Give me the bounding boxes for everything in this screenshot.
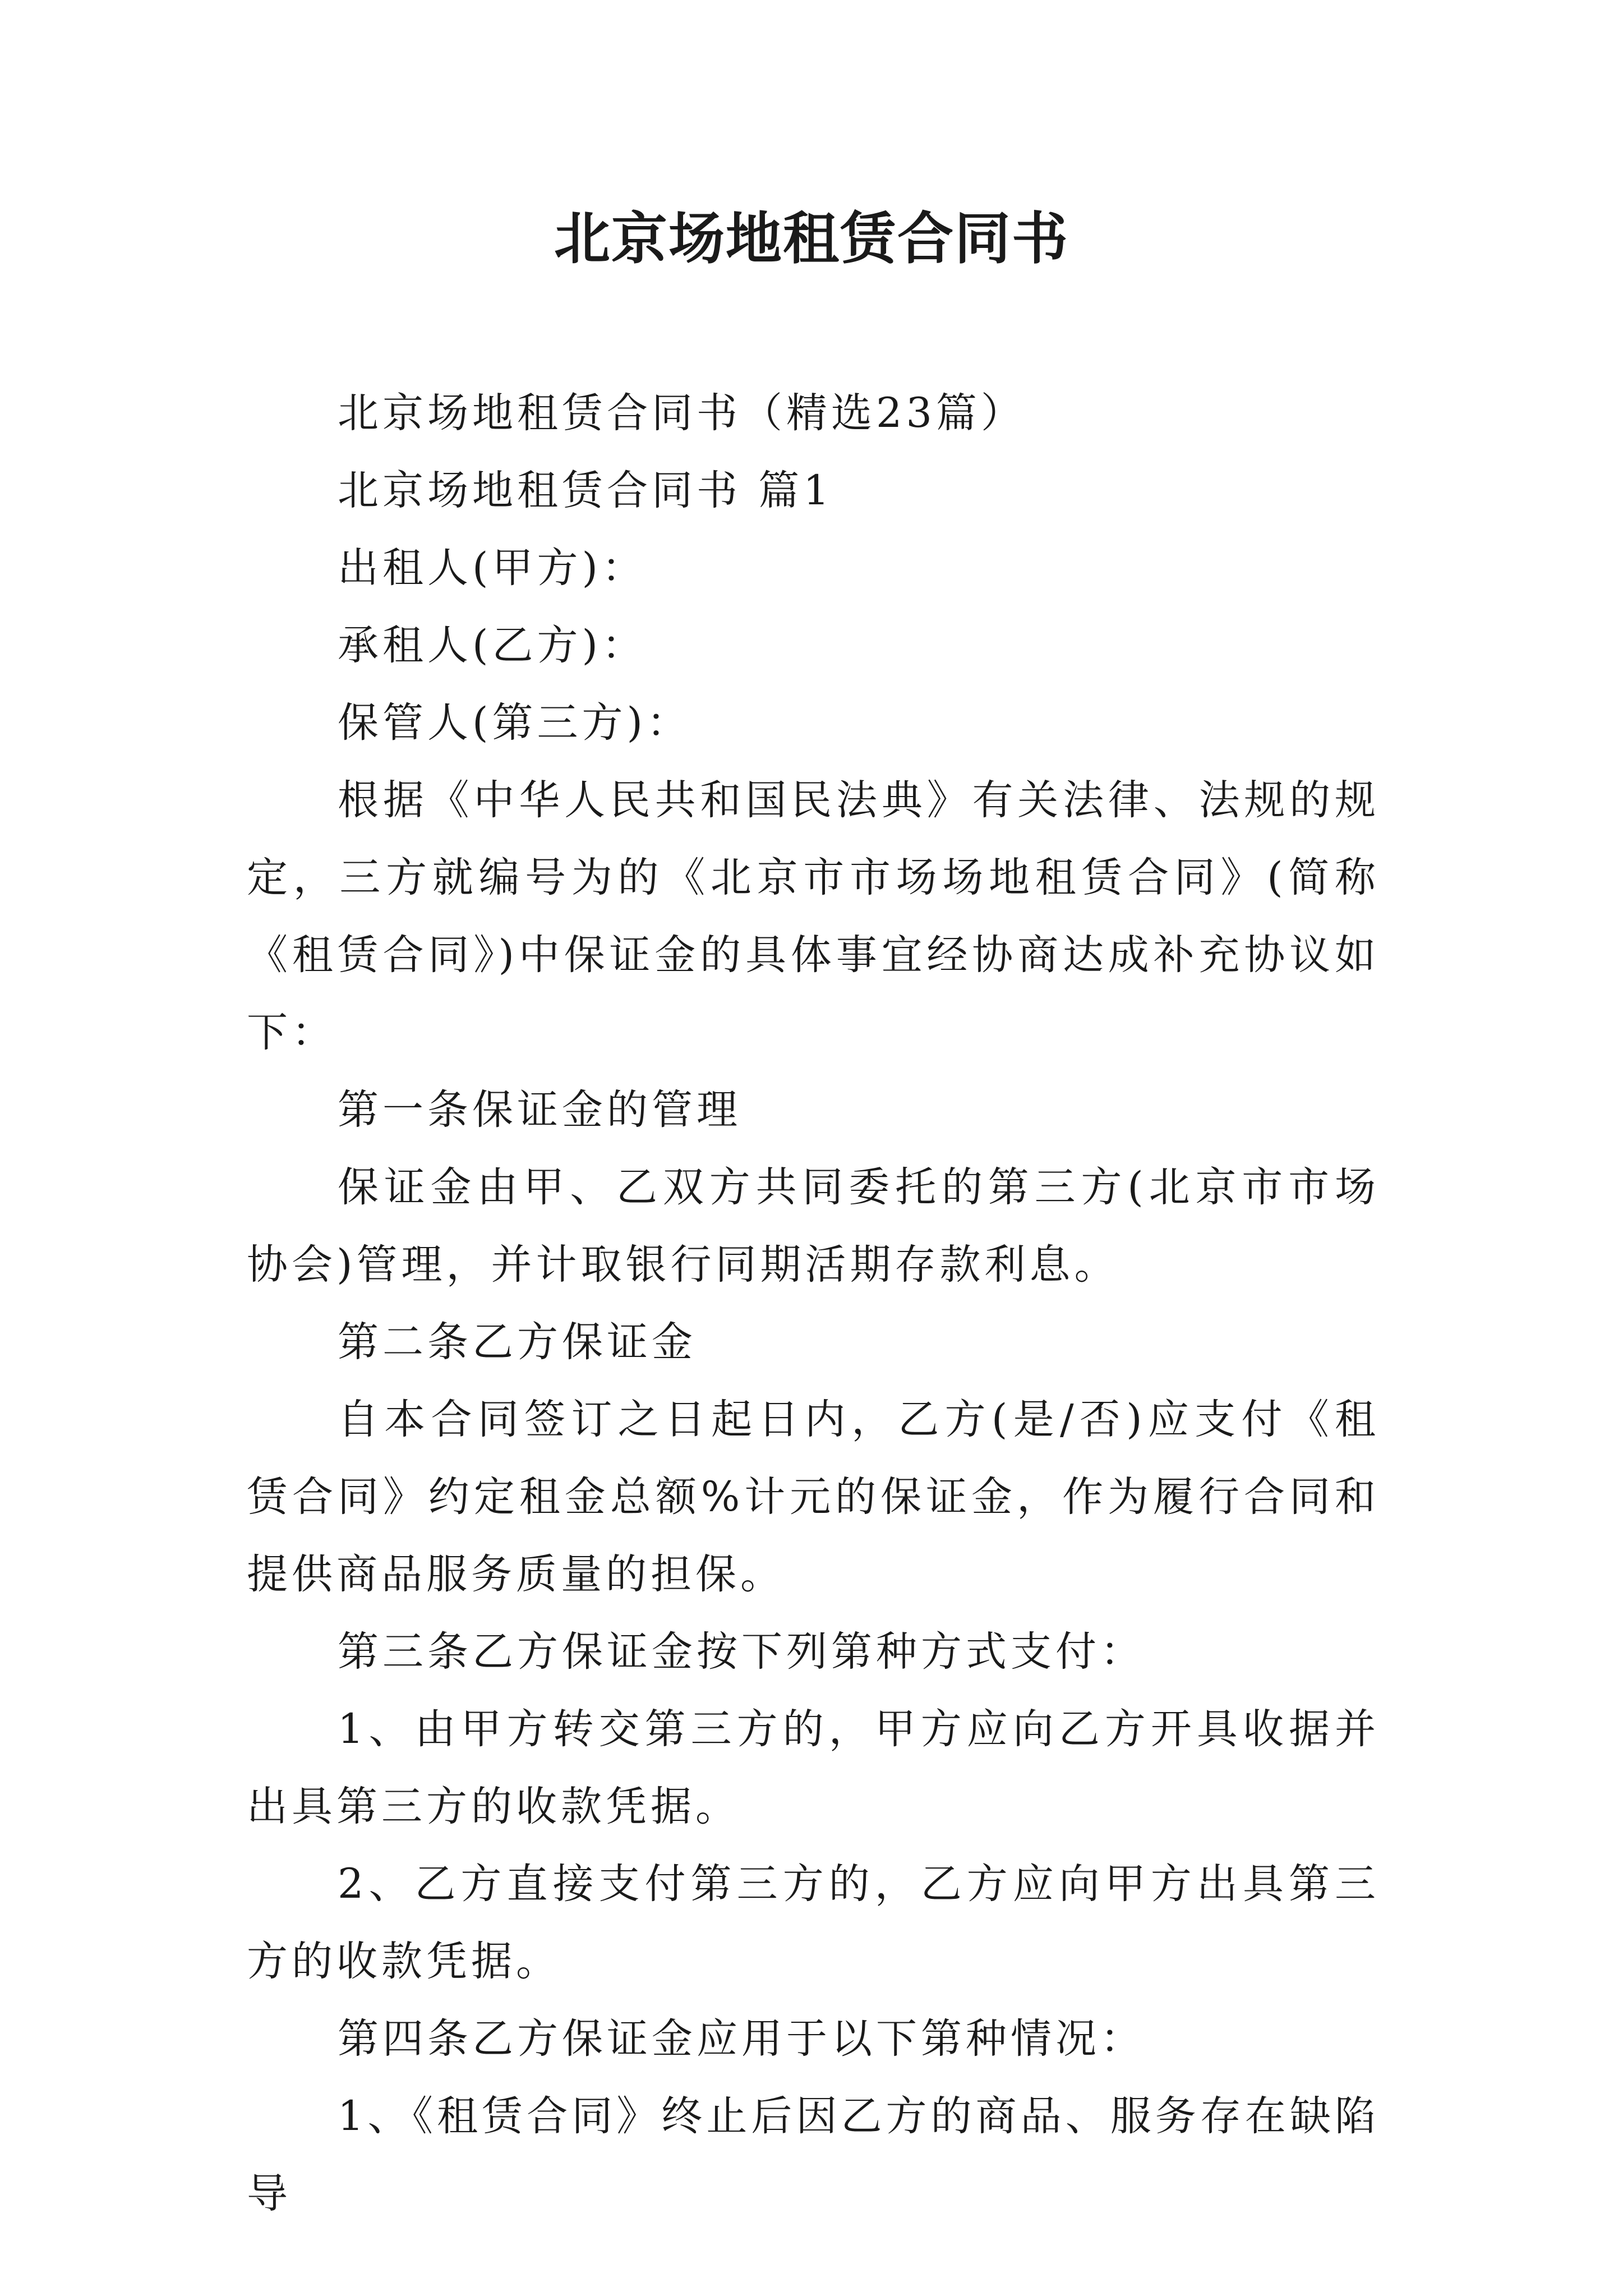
list-item: 2、乙方直接支付第三方的，乙方应向甲方出具第三方的收款凭据。 [247, 1860, 1380, 1985]
article-heading: 第四条乙方保证金应用于以下第种情况： [338, 2015, 1145, 2063]
article-heading: 第一条保证金的管理 [338, 1086, 741, 1134]
body-paragraph: 保证金由甲、乙双方共同委托的第三方(北京市市场协会)管理，并计取银行同期活期存款利息。 [247, 1163, 1380, 1289]
list-item: 1、由甲方转交第三方的，甲方应向乙方开具收据并出具第三方的收款凭据。 [247, 1705, 1380, 1830]
body-paragraph: 根据《中华人民共和国民法典》有关法律、法规的规定，三方就编号为的《北京市市场场地租赁合同》(简称《租赁合同》)中保证金的具体事宜经协商达成补充协议如下： [247, 776, 1380, 1056]
doc-subtitle: 北京场地租赁合同书（精选23篇） [338, 389, 1026, 437]
section-heading: 北京场地租赁合同书 篇1 [338, 467, 833, 514]
party-b-line: 承租人(乙方)： [338, 622, 647, 669]
document-title: 北京场地租赁合同书 [554, 205, 1069, 272]
article-heading: 第三条乙方保证金按下列第种方式支付： [338, 1628, 1145, 1676]
custodian-line: 保管人(第三方)： [338, 699, 691, 747]
list-item: 1、《租赁合同》终止后因乙方的商品、服务存在缺陷导 [247, 2092, 1380, 2217]
party-a-line: 出租人(甲方)： [338, 544, 647, 592]
body-paragraph: 自本合同签订之日起日内，乙方(是/否)应支付《租赁合同》约定租金总额%计元的保证金，作为履行合同和提供商品服务质量的担保。 [247, 1396, 1380, 1598]
document-body [247, 375, 1380, 2233]
article-heading: 第二条乙方保证金 [338, 1318, 697, 1366]
